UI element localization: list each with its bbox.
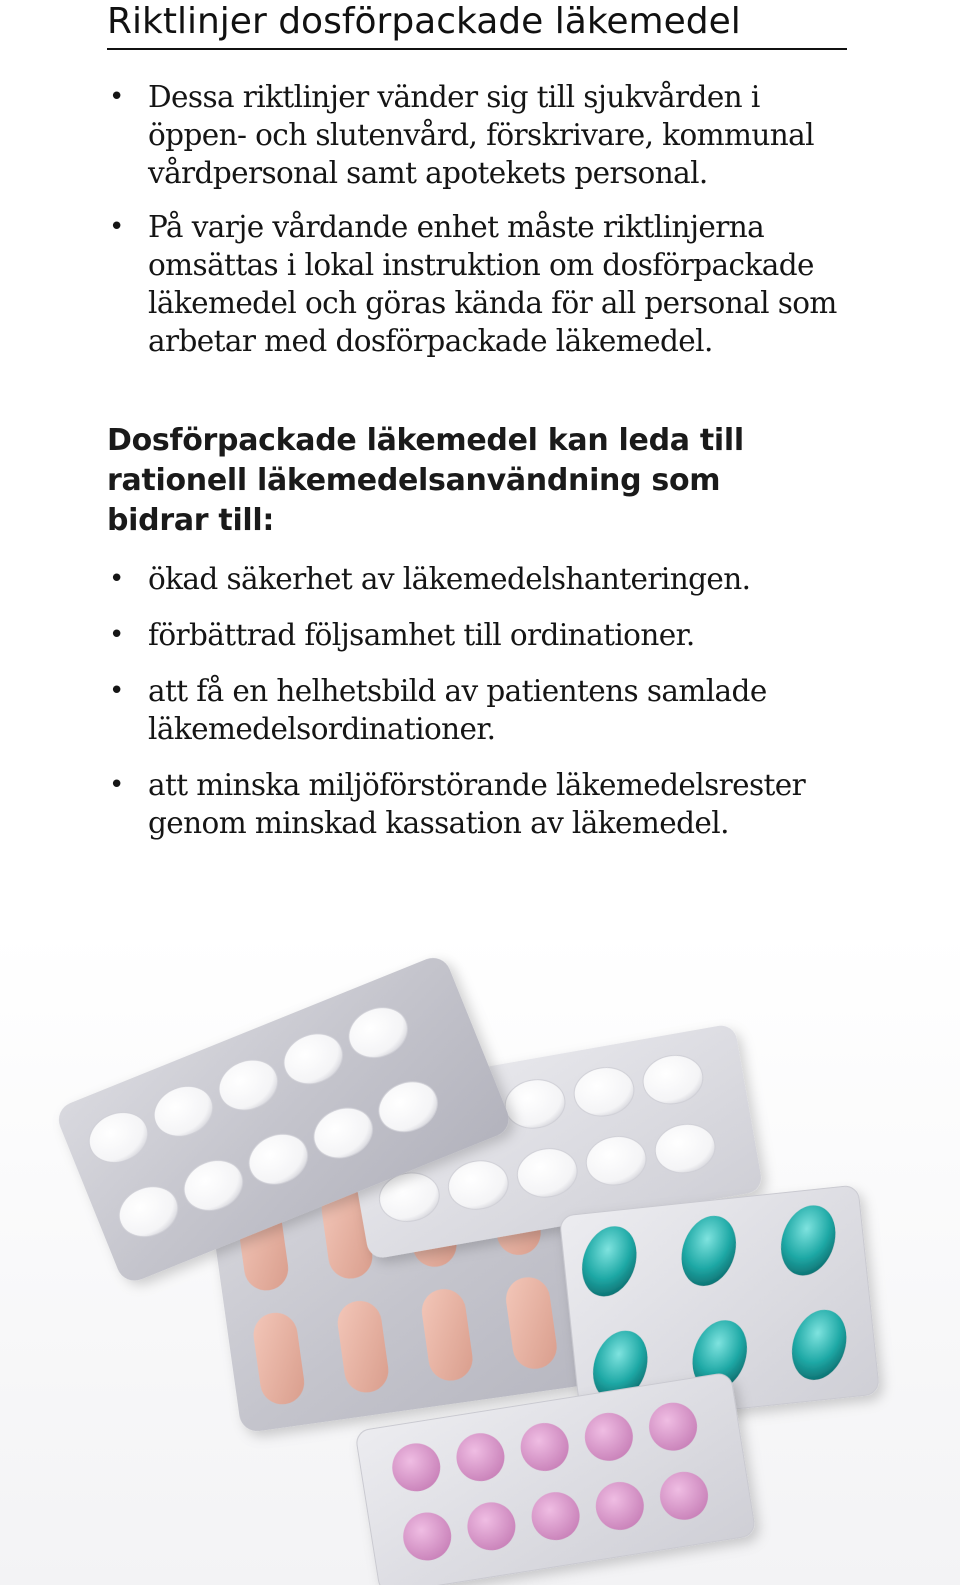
bullet-icon: • <box>109 212 124 242</box>
list-item <box>107 208 837 360</box>
list-item <box>107 672 805 748</box>
page-title: Riktlinjer dosförpackade läkemedel <box>107 0 847 50</box>
section-heading <box>107 421 744 541</box>
list-item-line: förbättrad följsamhet till ordinationer. <box>148 618 695 652</box>
list-item-line: arbetar med dosförpackade läkemedel. <box>148 324 713 358</box>
benefit-list <box>107 560 805 842</box>
bullet-icon: • <box>109 564 124 594</box>
list-item-line: läkemedelsordinationer. <box>148 712 496 746</box>
list-item <box>107 560 805 598</box>
list-item-line: genom minskad kassation av läkemedel. <box>148 806 729 840</box>
list-item <box>107 616 805 654</box>
pill-blister-packs-photo <box>0 930 960 1585</box>
section-heading-line: rationell läkemedelsanvändning som <box>107 463 721 498</box>
list-item-line: vårdpersonal samt apotekets personal. <box>148 156 708 190</box>
list-item-line: öppen- och slutenvård, förskrivare, kommunal <box>148 118 814 152</box>
bullet-icon: • <box>109 676 124 706</box>
list-item-line: ökad säkerhet av läkemedelshanteringen. <box>148 562 751 596</box>
section-heading-line: bidrar till: <box>107 503 275 538</box>
intro-list <box>107 78 837 360</box>
bullet-icon: • <box>109 620 124 650</box>
list-item-line: På varje vårdande enhet måste riktlinjerna <box>148 210 765 244</box>
bullet-icon: • <box>109 770 124 800</box>
bullet-icon: • <box>109 82 124 112</box>
list-item-line: Dessa riktlinjer vänder sig till sjukvården i <box>148 80 760 114</box>
section-heading-line: Dosförpackade läkemedel kan leda till <box>107 423 744 458</box>
list-item-line: att minska miljöförstörande läkemedelsrester <box>148 768 806 802</box>
list-item-line: omsättas i lokal instruktion om dosförpackade <box>148 248 814 282</box>
list-item <box>107 766 805 842</box>
list-item <box>107 78 837 192</box>
list-item-line: att få en helhetsbild av patientens samlade <box>148 674 767 708</box>
list-item-line: läkemedel och göras kända för all personal som <box>148 286 837 320</box>
